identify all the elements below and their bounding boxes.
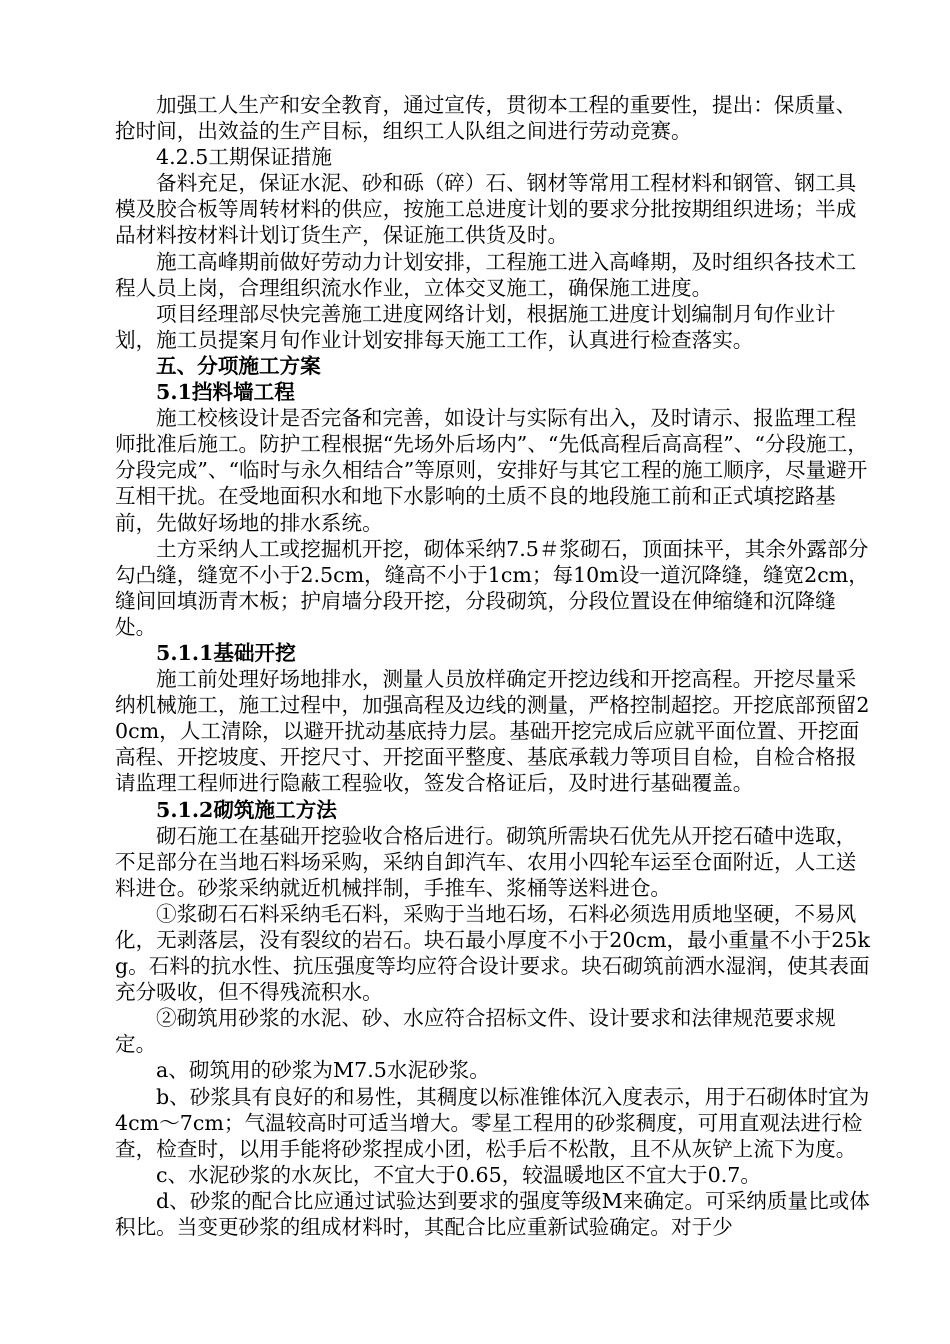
paragraph-item-c: c、水泥砂浆的水灰比，不宜大于0.65，较温暖地区不宜大于0.7。 xyxy=(156,1162,761,1187)
paragraph-item-b: b、砂浆具有良好的和易性，其稠度以标准锥体沉入度表示，用于石砌体时宜为4cm～7cm；气温较高时可适当增大。零星工程用的砂浆稠度，可用直观法进行检查，检查时，以用手能将砂浆捏成小团，松手后不松散，且不从灰铲上流下为度。 xyxy=(115,1084,870,1161)
heading-section-5-1-1: 5.1.1基础开挖 xyxy=(156,640,296,665)
paragraph-section-4-2-5: 4.2.5工期保证措施 xyxy=(156,145,332,170)
document-page xyxy=(115,92,875,1240)
paragraph-material-supply: 备料充足，保证水泥、砂和砾（碎）石、钢材等常用工程材料和钢管、钢工具模及胶合板等周转材料的供应，按施工总进度计划的要求分批按期组织进场；半成品材料按材料计划订货生产，保证施工供货及时。 xyxy=(115,171,857,248)
paragraph-schedule-network: 项目经理部尽快完善施工进度网络计划，根据施工进度计划编制月旬作业计划，施工员提案月旬作业计划安排每天施工工作，认真进行检查落实。 xyxy=(115,301,836,352)
heading-section-5: 五、分项施工方案 xyxy=(156,353,321,378)
paragraph-labor-education: 加强工人生产和安全教育，通过宣传，贯彻本工程的重要性，提出：保质量、抢时间，出效益的生产目标，组织工人队组之间进行劳动竞赛。 xyxy=(115,93,857,144)
paragraph-masonry-intro: 砌石施工在基础开挖验收合格后进行。砌筑所需块石优先从开挖石碴中选取，不足部分在当地石料场采购，采纳自卸汽车、农用小四轮车运至仓面附近，人工送料进仓。砂浆采纳就近机械拌制，手推车、浆桶等送料进仓。 xyxy=(115,823,857,900)
paragraph-peak-labor: 施工高峰期前做好劳动力计划安排，工程施工进入高峰期，及时组织各技术工程人员上岗，合理组织流水作业，立体交叉施工，确保施工进度。 xyxy=(115,249,857,300)
heading-section-5-1: 5.1挡料墙工程 xyxy=(156,380,295,405)
paragraph-mortar-requirements: ②砌筑用砂浆的水泥、砂、水应符合招标文件、设计要求和法律规范要求规定。 xyxy=(115,1006,836,1057)
paragraph-design-check: 施工校核设计是否完备和完善，如设计与实际有出入，及时请示、报监理工程师批准后施工。防护工程根据“先场外后场内”、“先低高程后高高程”、“分段施工，分段完成”、“临时与永久相结合”等原则，安排好与其它工程的施工顺序，尽量避开互相干扰。在受地面积水和地下水影响的土质不良的地段施工前和正式填挖路基前，先做好场地的排水系统。 xyxy=(115,406,868,535)
paragraph-item-a: a、砌筑用的砂浆为M7.5水泥砂浆。 xyxy=(156,1058,490,1083)
paragraph-earthwork: 土方采纳人工或挖掘机开挖，砌体采纳7.5＃浆砌石，顶面抹平，其余外露部分勾凸缝，缝宽不小于2.5cm，缝高不小于1cm；每10m设一道沉降缝，缝宽2cm，缝间回填沥青木板；护肩墙分段开挖，分段砌筑，分段位置设在伸缩缝和沉降缝处。 xyxy=(115,536,869,639)
heading-section-5-1-2: 5.1.2砌筑施工方法 xyxy=(156,797,337,822)
paragraph-foundation-excavation: 施工前处理好场地排水，测量人员放样确定开挖边线和开挖高程。开挖尽量采纳机械施工，施工过程中，加强高程及边线的测量，严格控制超挖。开挖底部预留20cm，人工清除，以避开扰动基底持力层。基础开挖完成后应就平面位置、开挖面高程、开挖坡度、开挖尺寸、开挖面平整度、基底承载力等项目自检，自检合格报请监理工程师进行隐蔽工程验收，签发合格证后，及时进行基础覆盖。 xyxy=(115,667,870,796)
paragraph-stone-material: ①浆砌石石料采纳毛石料，采购于当地石场，石料必须选用质地坚硬，不易风化，无剥落层，没有裂纹的岩石。块石最小厚度不小于20cm，最小重量不小于25kg。石料的抗水性、抗压强度等均应符合设计要求。块石砌筑前洒水湿润，使其表面充分吸收，但不得残流积水。 xyxy=(115,901,870,1005)
paragraph-item-d: d、砂浆的配合比应通过试验达到要求的强度等级M来确定。可采纳质量比或体积比。当变更砂浆的组成材料时，其配合比应重新试验确定。对于少 xyxy=(115,1188,870,1240)
